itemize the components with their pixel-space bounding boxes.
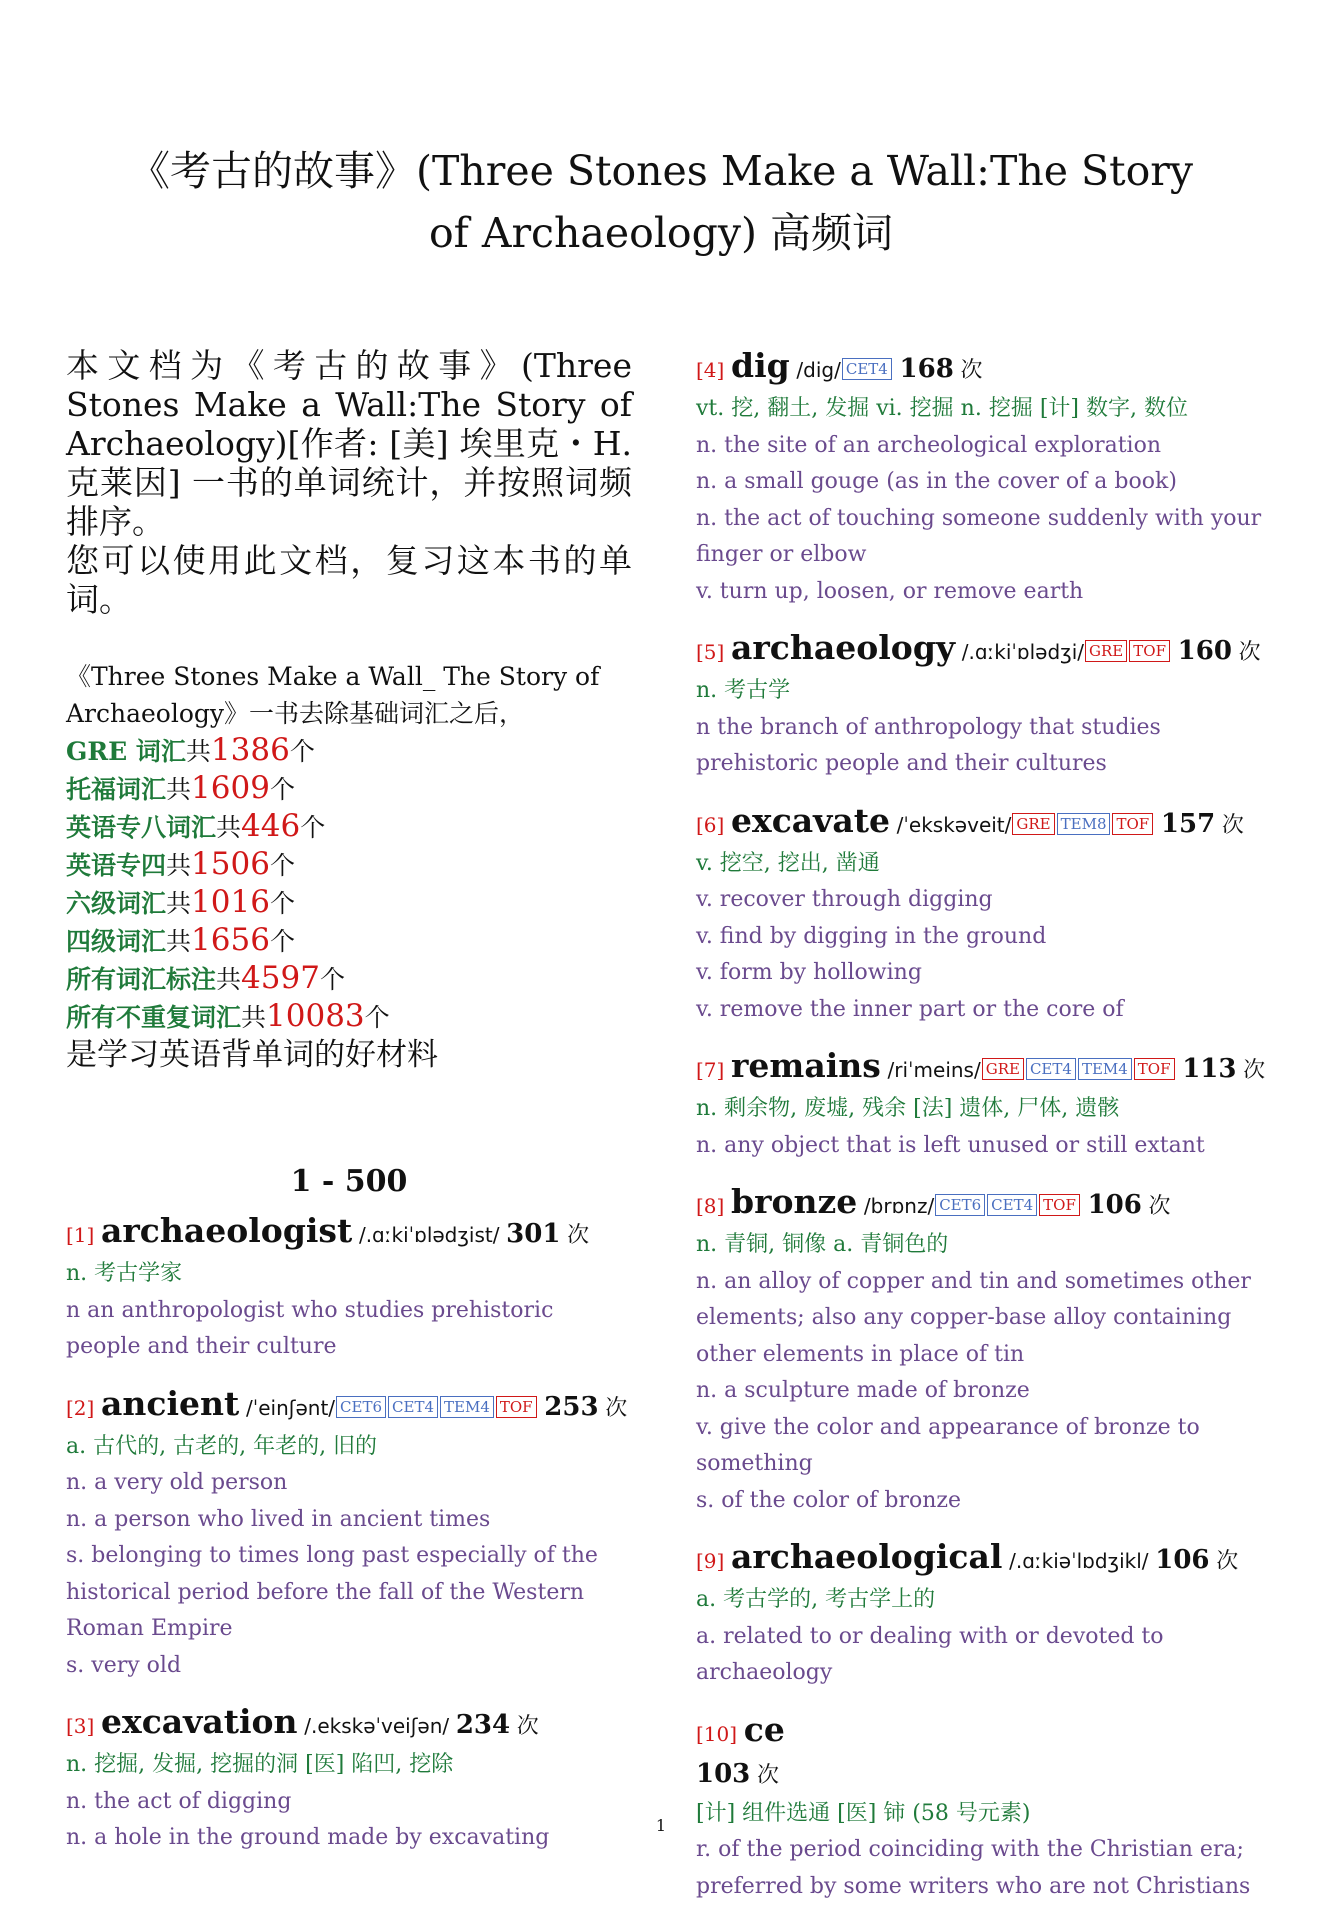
entry-header [696,1710,1262,1754]
definition-en: r. of the period coinciding with the Christian era; preferred by some writers who are not Christians [696,1837,1251,1899]
exam-tag: GRE [982,1058,1024,1080]
frequency-count: 253 [544,1391,599,1422]
entry-header [66,1211,632,1256]
definition-en: n. the act of digging [66,1788,292,1814]
definition-en: v. form by hollowing [696,960,922,985]
page-title: 《考古的故事》(Three Stones Make a Wall:The Story of Archaeology) 高频词 [128,147,1194,257]
definition-zh: v. 挖空, 挖出, 凿通 [696,850,880,876]
frequency-count: 168 [899,354,954,384]
vocab-entry [696,1046,1266,1164]
exam-tag: TOF [1134,1058,1175,1080]
definition-en: n. a person who lived in ancient times [66,1506,491,1532]
entry-index: [5] [696,640,725,664]
vocab-entry [696,1537,1262,1692]
entry-header [696,1537,1262,1582]
intro-closing: 是学习英语背单词的好材料 [66,1037,438,1073]
stat-count: 1656 [191,922,270,958]
vocab-entry [696,801,1262,1029]
headword: archaeological [731,1537,1003,1576]
stat-suffix: 个 [319,965,345,994]
entry-header [696,346,1262,391]
stat-suffix: 个 [300,813,326,842]
definition-en: a. related to or dealing with or devoted to archaeology [696,1623,1164,1685]
frequency-unit: 次 [1148,1194,1171,1219]
phonetic: /ˈeinʃənt/ [245,1395,336,1420]
exam-tag: TOF [1129,640,1170,662]
stat-count: 1016 [191,884,270,920]
entry-header [66,1702,632,1747]
stat-count: 1609 [191,770,270,806]
phonetic: /brɒnz/ [863,1194,935,1218]
definition-en: v. turn up, loosen, or remove earth [696,578,1084,604]
stat-connector: 共 [166,775,192,804]
definition-en: s. of the color of bronze [696,1487,962,1513]
frequency-unit: 次 [756,1762,779,1788]
stat-line [66,998,632,1036]
stat-suffix: 个 [364,1003,390,1032]
exam-tag: GRE [1085,640,1127,662]
definition-zh: n. 挖掘, 发掘, 挖掘的洞 [医] 陷凹, 挖除 [66,1752,454,1777]
stat-connector: 共 [185,737,211,766]
exam-tag: CET4 [842,358,892,380]
stat-label: 所有词汇标注 [66,965,217,994]
entry-header [696,801,1262,846]
frequency-unit: 次 [1238,640,1261,665]
stat-suffix: 个 [269,927,295,956]
definition-en: n. a very old person [66,1470,288,1495]
entry-header [66,1384,632,1429]
phonetic: /ˈekskəveit/ [896,812,1012,837]
stat-count: 1506 [191,846,270,882]
definition-en: n the branch of anthropology that studies prehistoric people and their cultures [696,714,1161,776]
frequency-unit: 次 [960,358,983,383]
stat-connector: 共 [241,1003,267,1032]
headword: archaeology [731,628,956,667]
stat-label: 英语专八词汇 [66,813,217,842]
definition-zh: vt. 挖, 翻土, 发掘 vi. 挖掘 n. 挖掘 [计] 数字, 数位 [696,396,1188,421]
headword: bronze [731,1182,858,1221]
phonetic: /.ɑːkiəˈlɒdʒikl/ [1009,1549,1149,1573]
exam-tag: GRE [1012,813,1054,835]
entry-index: [7] [696,1058,725,1082]
phonetic: /riˈmeins/ [887,1058,981,1082]
frequency-count: 160 [1177,636,1232,666]
stat-line [66,922,632,960]
definition-en: n. the site of an archeological exploration [696,432,1161,458]
entry-header [696,1046,1266,1091]
definition-en: v. find by digging in the ground [696,923,1047,949]
headword: remains [731,1046,881,1085]
entry-index: [10] [696,1721,738,1746]
entry-index: [1] [66,1223,95,1247]
stat-line [66,770,632,808]
frequency-unit: 次 [1243,1058,1266,1083]
definition-zh: a. 古代的, 古老的, 年老的, 旧的 [66,1433,378,1459]
stat-connector: 共 [166,851,192,880]
frequency-count: 234 [455,1710,511,1740]
frequency-unit: 次 [605,1395,628,1421]
stat-line [66,960,632,998]
vocab-entry [696,1182,1262,1519]
stat-label: 所有不重复词汇 [66,1003,242,1032]
entry-index: [6] [696,812,725,837]
left-column [66,346,632,1875]
definition-en: n. a hole in the ground made by excavating [66,1825,550,1850]
vocab-entry [696,628,1262,783]
definition-zh: n. 考古学家 [66,1261,183,1286]
stat-connector: 共 [166,927,192,956]
definition-zh: n. 青铜, 铜像 a. 青铜色的 [696,1232,949,1257]
definition-en: s. belonging to times long past especially of the historical period before the fall of the Western Roman Empire [66,1543,598,1641]
entry-index: [2] [66,1395,95,1420]
entry-index: [9] [696,1549,725,1573]
definition-zh: a. 考古学的, 考古学上的 [696,1587,936,1612]
stat-suffix: 个 [289,737,315,766]
intro-summary: 《Three Stones Make a Wall_ The Story of Archaeology》一书去除基础词汇之后， [66,662,600,728]
stat-count: 1386 [210,732,290,768]
stat-line [66,808,632,846]
exam-tag: TEM8 [1057,813,1111,835]
exam-tag: TEM4 [1078,1058,1132,1080]
entry-index: [8] [696,1194,725,1218]
entry-list-left [66,1211,632,1857]
stat-count: 4597 [241,960,320,996]
entry-index: [4] [696,358,725,382]
exam-tag: CET6 [336,1396,386,1418]
headword: ce [743,1709,785,1749]
phonetic: /.ekskəˈveiʃən/ [304,1714,450,1738]
frequency-count: 301 [506,1219,561,1249]
exam-tag: CET6 [935,1194,985,1216]
definition-en: v. give the color and appearance of bronze to something [696,1414,1200,1476]
exam-tag: TOF [1112,813,1153,835]
vocab-stats [66,732,632,1036]
frequency-unit: 次 [1216,1549,1239,1574]
exam-tag: TOF [1039,1194,1080,1216]
definition-en: v. remove the inner part or the core of [696,996,1124,1022]
section-title: 1 - 500 [290,1164,408,1199]
frequency-count: 157 [1160,808,1216,839]
stat-label: 四级词汇 [66,927,167,956]
definition-en: n an anthropologist who studies prehistoric people and their culture [66,1297,554,1359]
definition-en: v. recover through digging [696,887,993,912]
stat-count: 446 [241,808,301,844]
vocab-entry [696,346,1262,610]
exam-tag: CET4 [388,1396,438,1418]
definition-en: s. very old [66,1652,182,1678]
headword: dig [731,346,790,385]
frequency-unit: 次 [516,1714,539,1739]
right-column [696,346,1266,1923]
stat-connector: 共 [216,965,242,994]
headword: excavate [731,800,890,840]
vocab-entry [66,1384,632,1685]
definition-en: n. a small gouge (as in the cover of a book) [696,469,1177,494]
intro-paragraph: 本文档为《考古的故事》(Three Stones Make a Wall:The Story of Archaeology)[作者: [美] 埃里克・H. 克莱因] 一书的单词统计，并按照词频排序。 [66,346,632,541]
phonetic: /.ɑːkiˈɒlədʒist/ [358,1223,500,1247]
exam-tag: TEM4 [440,1396,494,1418]
headword: ancient [101,1383,240,1423]
frequency-count: 113 [1182,1054,1237,1084]
stat-label: 六级词汇 [66,889,167,918]
definition-zh: [计] 组件选通 [医] 铈 (58 号元素) [696,1800,1031,1826]
entry-header [696,628,1262,673]
stat-connector: 共 [216,813,242,842]
frequency-count: 103 [696,1758,751,1789]
phonetic: /dig/ [796,358,841,382]
definition-en: n. the act of touching someone suddenly with your finger or elbow [696,505,1262,567]
vocab-entry [696,1710,1262,1906]
vocab-entry [66,1211,632,1366]
definition-zh: n. 考古学 [696,678,791,703]
stat-line [66,846,632,884]
entry-index: [3] [66,1714,95,1738]
stat-label: 托福词汇 [66,775,167,804]
definition-en: n. an alloy of copper and tin and sometimes other elements; also any copper-base alloy containing other elements in place of tin [696,1268,1251,1367]
frequency-line [696,1754,1262,1796]
stat-suffix: 个 [269,851,295,880]
stat-label: GRE 词汇 [66,737,186,766]
page-number: 1 [655,1816,667,1835]
headword: archaeologist [101,1211,353,1250]
intro-usage: 您可以使用此文档，复习这本书的单词。 [66,541,632,619]
entry-header [696,1182,1262,1227]
exam-tag: CET4 [1026,1058,1076,1080]
definition-en: n. a sculpture made of bronze [696,1378,1030,1403]
stat-suffix: 个 [269,775,295,804]
stat-connector: 共 [166,889,192,918]
frequency-unit: 次 [567,1223,590,1248]
exam-tag: TOF [496,1396,537,1418]
definition-en: n. any object that is left unused or still extant [696,1132,1205,1158]
phonetic: /.ɑːkiˈɒlədʒi/ [961,640,1085,664]
stat-suffix: 个 [269,889,295,918]
definition-zh: n. 剩余物, 废墟, 残余 [法] 遗体, 尸体, 遗骸 [696,1096,1120,1121]
stat-label: 英语专四 [66,851,167,880]
headword: excavation [101,1702,298,1741]
stat-count: 10083 [266,998,365,1034]
stat-line [66,732,632,770]
stat-line [66,884,632,922]
entry-list-right [696,346,1266,1905]
frequency-count: 106 [1087,1190,1142,1220]
frequency-unit: 次 [1221,812,1244,838]
frequency-count: 106 [1155,1545,1210,1575]
exam-tag: CET4 [987,1194,1037,1216]
